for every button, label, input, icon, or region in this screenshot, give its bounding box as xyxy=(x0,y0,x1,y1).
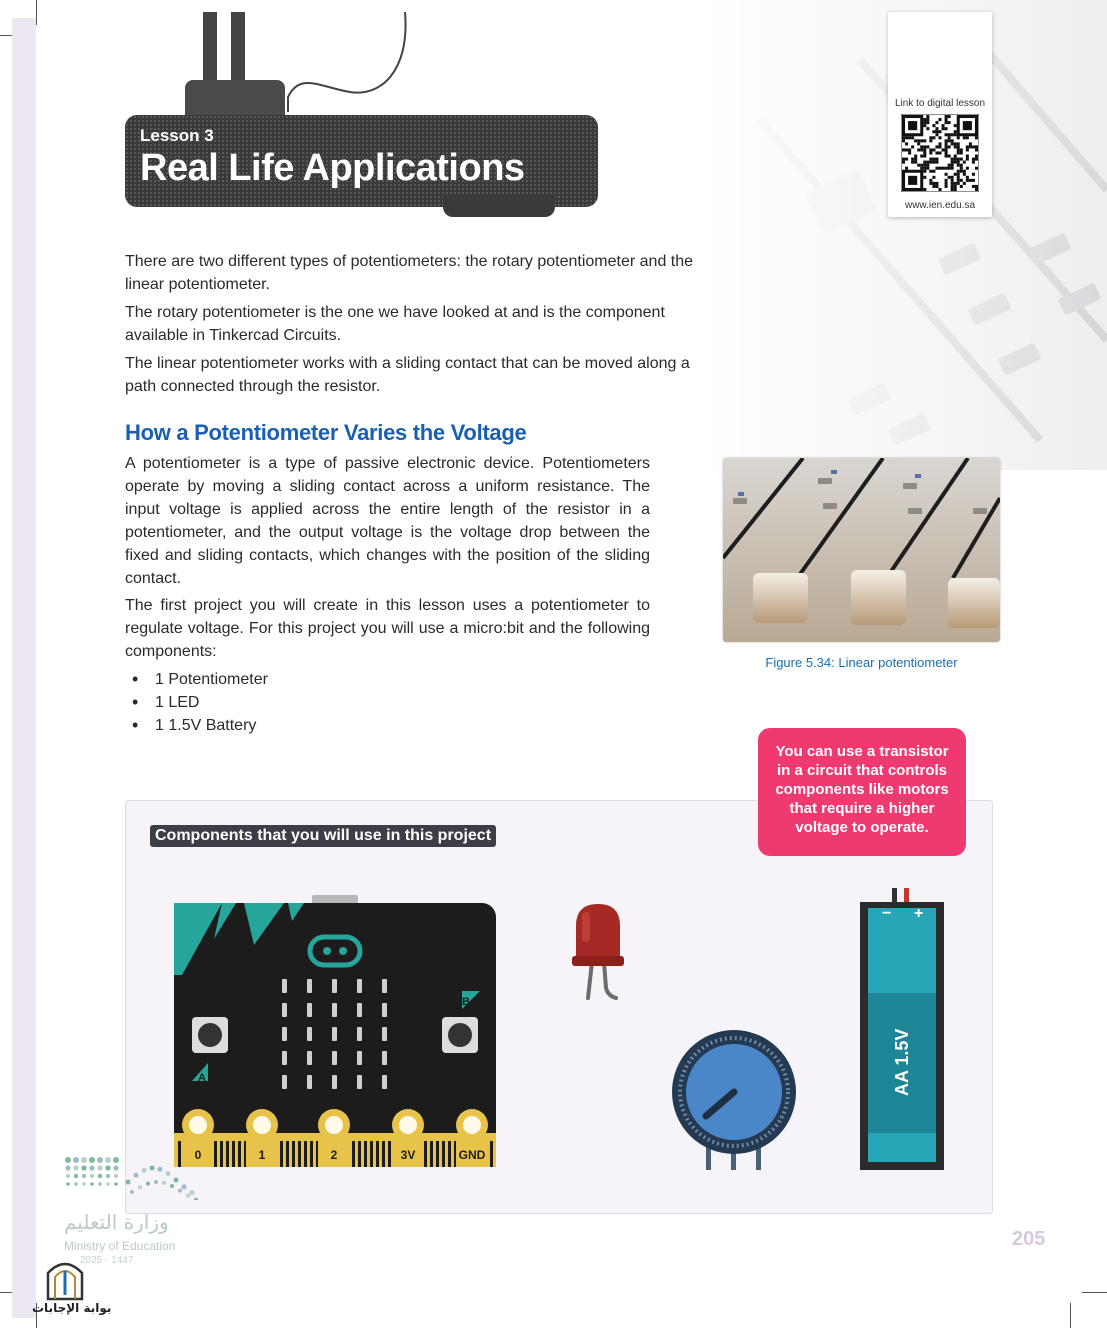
qr-label: Link to digital lesson xyxy=(894,98,986,109)
battery-label: AA 1.5V xyxy=(892,1028,912,1096)
components-label: Components that you will use in this project xyxy=(150,825,496,847)
linear-potentiometer-photo xyxy=(723,458,1000,642)
button-a-label: A xyxy=(198,1072,206,1084)
crop-mark xyxy=(1082,1292,1107,1293)
led-component xyxy=(568,900,628,1002)
battery-minus-label: − xyxy=(882,905,892,922)
list-item: • 1 Potentiometer xyxy=(130,668,268,691)
pin-label: 1 xyxy=(258,1148,266,1162)
intro-paragraph: There are two different types of potentiometers: the rotary potentiometer and the linear potentiometer. xyxy=(125,253,694,293)
portal-text: بوابة الإجابات xyxy=(32,1301,112,1315)
ministry-logo-dots xyxy=(64,1152,204,1200)
lesson-title: Real Life Applications xyxy=(140,147,525,189)
list-item: • 1 1.5V Battery xyxy=(130,714,268,737)
header-plug xyxy=(185,80,285,120)
page-number: 205 xyxy=(1012,1228,1046,1250)
ministry-arabic: وزارة التعليم xyxy=(64,1210,169,1234)
ministry-english: Ministry of Education xyxy=(64,1239,176,1253)
portal-logo-icon xyxy=(44,1255,86,1301)
pin-label: 2 xyxy=(330,1148,338,1162)
pin-label: 0 xyxy=(194,1148,202,1162)
component-list xyxy=(130,668,268,737)
pin-label: 3V xyxy=(400,1148,416,1162)
section-paragraph: The first project you will create in this lesson uses a potentiometer to regulate voltage. For this project you will use a micro:bit and the following components: xyxy=(125,597,650,660)
list-item: • 1 LED xyxy=(130,691,268,714)
crop-mark xyxy=(1070,1303,1071,1328)
lesson-number: Lesson 3 xyxy=(140,126,214,145)
crop-mark xyxy=(36,0,37,25)
lesson-header-tab xyxy=(443,195,555,217)
battery-component xyxy=(858,888,946,1173)
pin-label: GND xyxy=(458,1148,486,1162)
section-title: How a Potentiometer Varies the Voltage xyxy=(125,420,527,445)
intro-paragraph: The linear potentiometer works with a sliding contact that can be moved along a path connected through the resistor. xyxy=(125,355,690,395)
section-paragraph: A potentiometer is a type of passive electronic device. Potentiometers operate by moving a sliding contact across a uniform resistance. The input voltage is applied across the entire length of the resistor in a potentiometer, and the output voltage is the voltage drop between the fixed and sliding contacts, which changes with the position of the sliding contact. xyxy=(125,455,650,587)
page-margin-band xyxy=(12,18,36,1318)
button-b-label: B xyxy=(462,996,470,1008)
microbit-board xyxy=(174,895,496,1167)
qr-url[interactable]: www.ien.edu.sa xyxy=(904,200,976,211)
ministry-year: 2025 - 1447 xyxy=(80,1255,134,1266)
figure-caption: Figure 5.34: Linear potentiometer xyxy=(765,655,958,670)
potentiometer-component xyxy=(670,1028,798,1173)
qr-code[interactable] xyxy=(901,114,979,192)
intro-paragraph: The rotary potentiometer is the one we have looked at and is the component available in Tinkercad Circuits. xyxy=(125,304,665,344)
battery-plus-label: + xyxy=(914,905,924,922)
qr-card[interactable] xyxy=(888,12,992,217)
header-cable-curve xyxy=(280,12,410,112)
transistor-note: You can use a transistor in a circuit that controls components like motors that require a higher voltage to operate. xyxy=(758,728,966,856)
